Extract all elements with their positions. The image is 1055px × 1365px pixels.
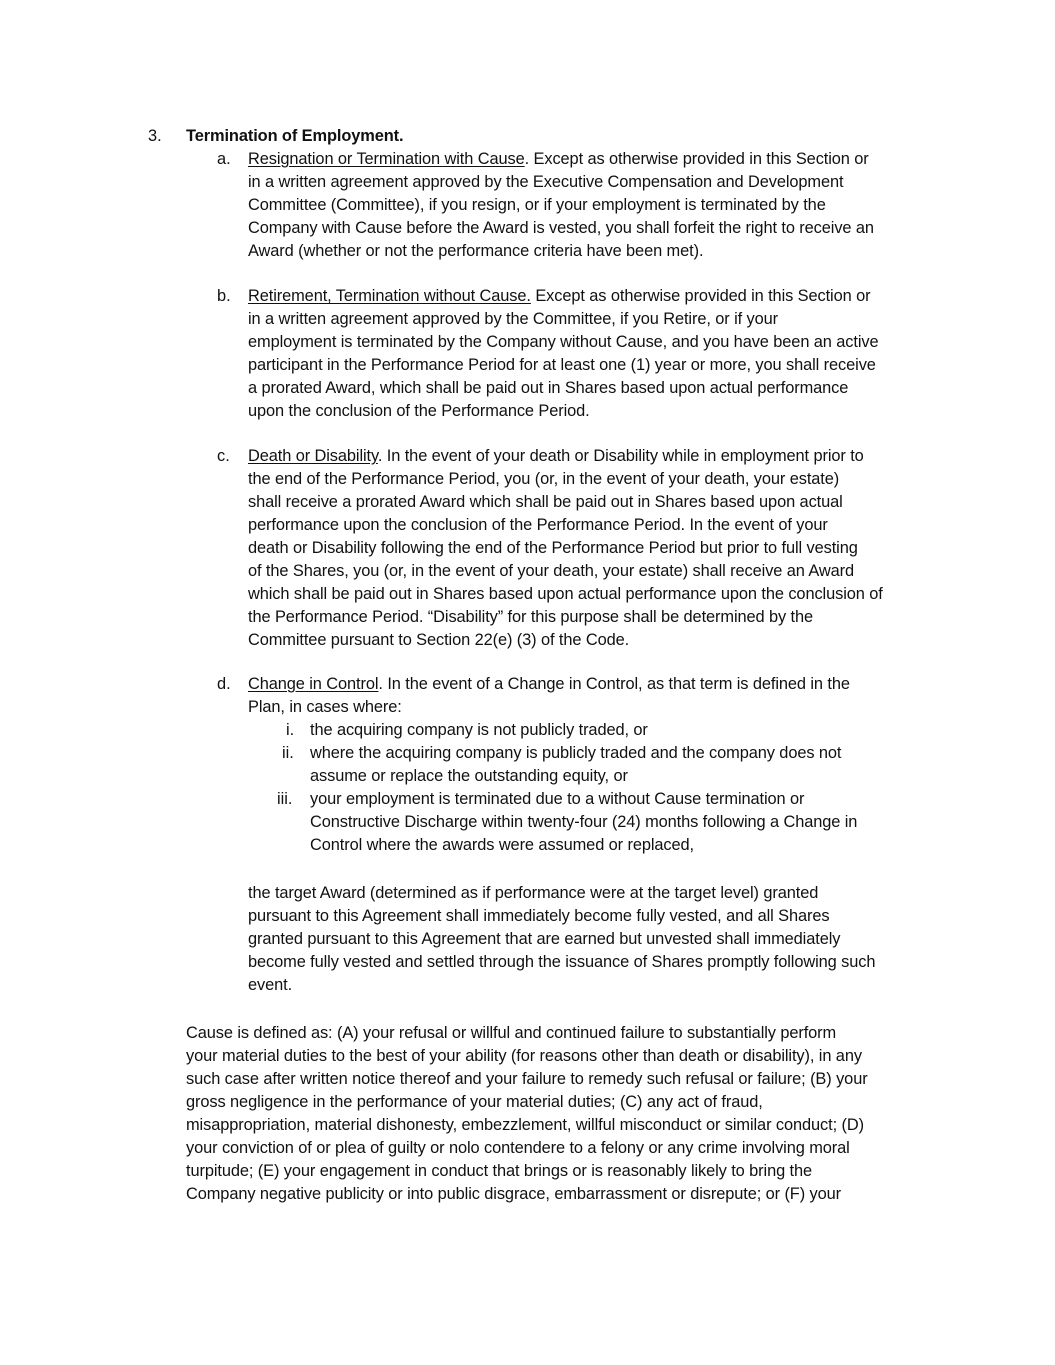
subitem-line: assume or replace the outstanding equity, or [310, 767, 628, 785]
item-a-heading: Resignation or Termination with Cause [248, 150, 525, 168]
item-b-line: a prorated Award, which shall be paid out in Shares based upon actual performance [248, 379, 849, 397]
item-b-line: in a written agreement approved by the Committee, if you Retire, or if your [248, 310, 778, 328]
cause-definition-line: turpitude; (E) your engagement in conduct that brings or is reasonably likely to bring the [186, 1162, 813, 1180]
item-b-line: participant in the Performance Period for at least one (1) year or more, you shall receive [248, 356, 876, 374]
cause-definition-line: your conviction of or plea of guilty or nolo contendere to a felony or any crime involving moral [186, 1139, 850, 1157]
cic-result-line: event. [248, 976, 293, 994]
subitem-ii-marker: ii. [282, 744, 294, 762]
item-c-line: of the Shares, you (or, in the event of your death, your estate) shall receive an Award [248, 562, 855, 580]
item-a-line: in a written agreement approved by the Executive Compensation and Development [248, 173, 844, 191]
section-number: 3. [148, 127, 162, 145]
item-c-line: shall receive a prorated Award which shall be paid out in Shares based upon actual [248, 493, 843, 511]
item-d-first-line [248, 673, 850, 696]
item-a-line: Committee (Committee), if you resign, or if your employment is terminated by the [248, 196, 826, 214]
item-c-line: the Performance Period. “Disability” for this purpose shall be determined by the [248, 608, 814, 626]
item-c-line: performance upon the conclusion of the Performance Period. In the event of your [248, 516, 828, 534]
subitem-line: your employment is terminated due to a without Cause termination or [310, 790, 805, 808]
cause-definition-line: Cause is defined as: (A) your refusal or willful and continued failure to substantially perform [186, 1024, 837, 1042]
subitem-line: Constructive Discharge within twenty-four (24) months following a Change in [310, 813, 858, 831]
subitem-line: where the acquiring company is publicly traded and the company does not [310, 744, 842, 762]
item-b-heading: Retirement, Termination without Cause. [248, 287, 531, 305]
item-b-line: employment is terminated by the Company without Cause, and you have been an active [248, 333, 879, 351]
cic-result-line: granted pursuant to this Agreement that are earned but unvested shall immediately [248, 930, 841, 948]
section-title: Termination of Employment. [186, 127, 404, 145]
item-b-marker: b. [217, 287, 231, 305]
item-a-after-heading: . Except as otherwise provided in this Section or [524, 150, 869, 168]
item-c-line: Committee pursuant to Section 22(e) (3) of the Code. [248, 631, 630, 649]
cic-result-line: the target Award (determined as if performance were at the target level) granted [248, 884, 819, 902]
item-d-line: Plan, in cases where: [248, 698, 402, 716]
item-c-marker: c. [217, 447, 230, 465]
item-d-heading: Change in Control [248, 675, 379, 693]
item-c-line: the end of the Performance Period, you (or, in the event of your death, your estate) [248, 470, 840, 488]
cause-definition-line: such case after written notice thereof and your failure to remedy such refusal or failure; (B) your [186, 1070, 868, 1088]
item-c-heading: Death or Disability [248, 447, 378, 465]
subitem-i-marker: i. [286, 721, 295, 739]
subitem-line: the acquiring company is not publicly traded, or [310, 721, 648, 739]
item-d-after-heading: . In the event of a Change in Control, as that term is defined in the [378, 675, 850, 693]
subitem-iii-marker: iii. [277, 790, 293, 808]
cause-definition-line: gross negligence in the performance of your material duties; (C) any act of fraud, [186, 1093, 763, 1111]
cic-result-line: pursuant to this Agreement shall immediately become fully vested, and all Shares [248, 907, 830, 925]
item-a-line: Award (whether or not the performance criteria have been met). [248, 242, 704, 260]
item-a-first-line [248, 148, 869, 171]
item-b-after-heading: Except as otherwise provided in this Section or [530, 287, 871, 305]
item-a-marker: a. [217, 150, 231, 168]
item-a-line: Company with Cause before the Award is vested, you shall forfeit the right to receive an [248, 219, 874, 237]
item-c-first-line [248, 445, 864, 468]
cic-result-line: become fully vested and settled through the issuance of Shares promptly following such [248, 953, 876, 971]
cause-definition-line: Company negative publicity or into public disgrace, embarrassment or disrepute; or (F) your [186, 1185, 842, 1203]
item-d-marker: d. [217, 675, 231, 693]
subitem-line: Control where the awards were assumed or replaced, [310, 836, 695, 854]
cause-definition-line: your material duties to the best of your ability (for reasons other than death or disability), in any [186, 1047, 862, 1065]
item-b-first-line [248, 285, 870, 308]
item-b-line: upon the conclusion of the Performance Period. [248, 402, 590, 420]
item-c-line: which shall be paid out in Shares based upon actual performance upon the conclusion of [248, 585, 883, 603]
item-c-after-heading: . In the event of your death or Disability while in employment prior to [377, 447, 864, 465]
item-c-line: death or Disability following the end of the Performance Period but prior to full vesting [248, 539, 858, 557]
cause-definition-line: misappropriation, material dishonesty, embezzlement, willful misconduct or similar conduct; (D) [186, 1116, 864, 1134]
